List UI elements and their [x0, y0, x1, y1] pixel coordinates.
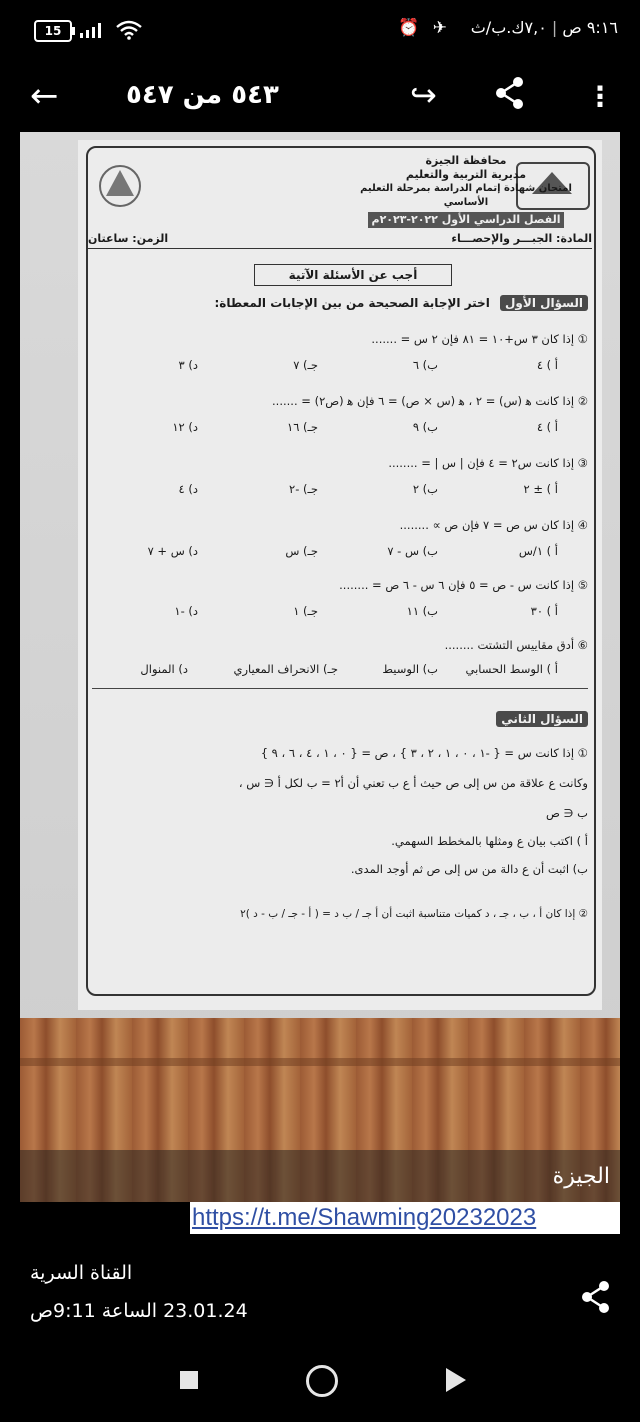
option-c: جـ) ٧ — [293, 358, 318, 372]
question-line: ② إذا كان أ ، ب ، جـ ، د كميات متناسبة اثبت أن أ جـ / ب د = ( أ - جـ / ب - د )٢ — [240, 908, 588, 920]
term-band: الفصل الدراسي الأول ٢٠٢٢-٢٠٢٣م — [368, 212, 565, 228]
option-c: جـ) س — [285, 544, 318, 558]
option-d: د) س + ٧ — [147, 544, 198, 558]
option-a: أ ) ٣٠ — [530, 604, 558, 618]
option-a: أ ) ٤ — [536, 358, 558, 372]
caption-link-box — [190, 1202, 620, 1234]
option-c: جـ) -٢ — [289, 482, 318, 496]
subject-row — [88, 232, 592, 249]
post-date: 23.01.24 الساعة 9:11ص — [30, 1300, 248, 1322]
question-one-heading — [215, 296, 589, 310]
options-row — [92, 420, 588, 436]
exam-header — [346, 154, 586, 228]
back-arrow-icon[interactable]: ← — [30, 76, 59, 116]
option-d: د) المنوال — [140, 662, 188, 676]
section-divider — [92, 688, 588, 689]
signal-icon — [80, 22, 106, 38]
question-line: ① إذا كانت س = { -١ ، ٠ ، ١ ، ٢ ، ٣ } ، ص = { ٠ ، ١ ، ٤ ، ٦ ، ٩ } — [260, 746, 588, 760]
option-c: جـ) ١٦ — [287, 420, 318, 434]
option-d: د) ٤ — [178, 482, 198, 496]
header-line: مديرية التربية والتعليم — [405, 168, 527, 181]
navigation-bar — [0, 1345, 640, 1415]
exam-paper — [78, 140, 602, 1010]
question-stem: ① إذا كان ٣ س+١٠ = ٨١ فإن ٢ س = ....... — [371, 332, 588, 346]
image-counter: ٥٤٣ من ٥٤٧ — [126, 80, 279, 110]
governorate-logo — [96, 156, 144, 216]
question-tag: السؤال الثاني — [496, 711, 588, 727]
option-a: أ ) الوسط الحسابي — [465, 662, 558, 676]
question-tag: السؤال الأول — [500, 295, 588, 311]
more-options-icon[interactable]: ⋮ — [586, 80, 614, 113]
viewer-top-bar — [0, 62, 640, 134]
option-b: ب) ٦ — [412, 358, 438, 372]
question-stem: ⑤ إذا كانت س - ص = ٥ فإن ٦ س - ٦ ص = ........ — [339, 578, 588, 592]
channel-name[interactable]: القناة السرية — [30, 1262, 133, 1284]
header-line: امتحان شهادة إتمام الدراسة بمرحلة التعليم الأساسي — [360, 183, 572, 208]
option-d: د) -١ — [174, 604, 198, 618]
home-icon[interactable] — [306, 1365, 338, 1397]
question-stem: ③ إذا كانت س٢ = ٤ فإن | س | = ........ — [388, 456, 588, 470]
option-c: جـ) ١ — [293, 604, 318, 618]
option-d: د) ٣ — [178, 358, 198, 372]
clock: ٩:١٦ ص — [562, 18, 618, 37]
options-row — [92, 662, 588, 678]
subject-label: المادة: الجبـــر والإحصـــاء — [451, 232, 592, 245]
caption-city: الجيزة — [552, 1164, 610, 1189]
forward-icon[interactable]: ↪ — [410, 76, 437, 114]
question-line: أ ) اكتب بيان ع ومثلها بالمخطط السهمي. — [391, 834, 588, 848]
header-line: محافظة الجيزة — [425, 154, 507, 167]
option-d: د) ١٢ — [172, 420, 198, 434]
telegram-link[interactable]: https://t.me/Shawming20232023 — [192, 1204, 537, 1231]
photo-view[interactable] — [20, 132, 620, 1202]
battery-icon — [34, 20, 72, 42]
time-label: الزمن: ساعتان — [88, 232, 169, 245]
options-row — [92, 482, 588, 498]
recents-icon[interactable] — [180, 1371, 198, 1389]
options-row — [92, 604, 588, 620]
network-speed: ٧,٠ك.ب/ث — [470, 18, 547, 37]
share-icon[interactable] — [580, 1280, 612, 1314]
option-a: أ ) ± ٢ — [523, 482, 558, 496]
question-line: ب) اثبت أن ع دالة من س إلى ص ثم أوجد المدى. — [350, 862, 588, 876]
options-row — [92, 544, 588, 560]
battery-level: 15 — [44, 24, 62, 38]
option-b: ب) ١١ — [406, 604, 438, 618]
question-stem: ④ إذا كان س ص = ٧ فإن ص ∝ ........ — [399, 518, 588, 532]
status-bar — [0, 0, 640, 60]
option-b: ب) س - ٧ — [387, 544, 438, 558]
question-stem: ⑥ أدق مقاييس التشتت ........ — [444, 638, 588, 652]
alarm-icon: ⏰ ✈ — [398, 18, 451, 38]
option-b: ب) ٢ — [412, 482, 438, 496]
option-a: أ ) ٤ — [536, 420, 558, 434]
status-time: ٩:١٦ ص | ٧,٠ك.ب/ث — [470, 18, 618, 37]
option-b: ب) ٩ — [412, 420, 438, 434]
back-icon[interactable] — [446, 1368, 466, 1392]
options-row — [92, 358, 588, 374]
option-b: ب) الوسيط — [382, 662, 438, 676]
question-line: وكانت ع علاقة من س إلى ص حيث أ ع ب تعني أن أ٢ = ب لكل أ ∈ س ، — [238, 776, 588, 790]
question-stem: ② إذا كانت ﻫ (س) = ٢ ، ﻫ (س × ص) = ٦ فإن ﻫ (ص٢) = ....... — [272, 394, 588, 408]
share-icon[interactable] — [494, 76, 526, 110]
instruction-box: أجب عن الأسئلة الآتية — [254, 264, 452, 286]
wifi-icon — [116, 20, 142, 40]
photo-caption — [20, 1150, 620, 1202]
question-two-heading — [490, 712, 588, 726]
option-c: جـ) الانحراف المعياري — [233, 662, 338, 676]
question-line: ب ∈ ص — [545, 806, 588, 820]
question-text: اختر الإجابة الصحيحة من بين الإجابات المعطاة: — [214, 296, 490, 310]
option-a: أ ) ١/س — [518, 544, 558, 558]
